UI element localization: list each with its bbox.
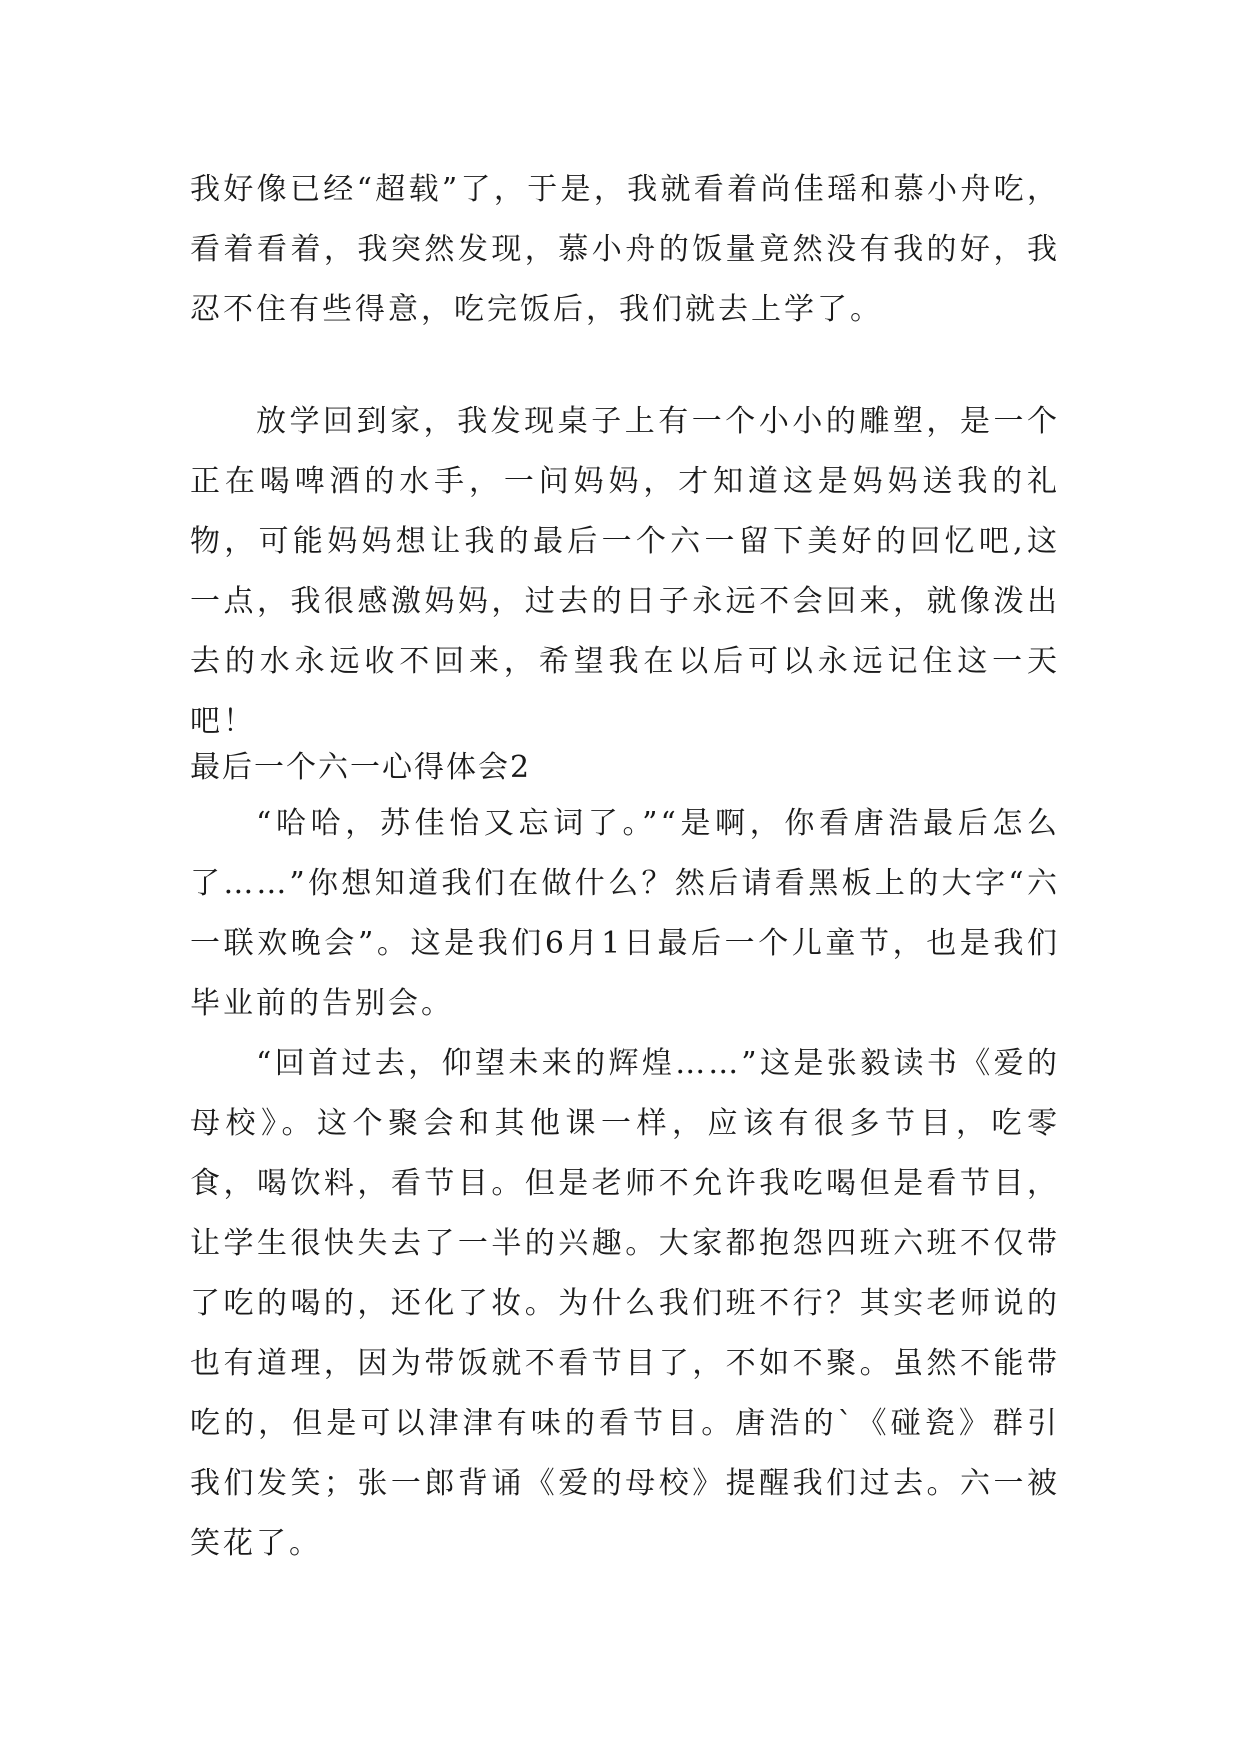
section-body — [190, 794, 1060, 1574]
paragraph-text: “回首过去，仰望未来的辉煌……”这是张毅读书《爱的母校》。这个聚会和其他课一样，应该有很多节目，吃零食，喝饮料，看节目。但是老师不允许我吃喝但是看节目，让学生很快失去了一半的兴趣。大家都抱怨四班六班不仅带了吃的喝的，还化了妆。为什么我们班不行？其实老师说的也有道理，因为带饭就不看节目了，不如不聚。虽然不能带吃的，但是可以津津有味的看节目。唐浩的`《碰瓷》群引我们发笑；张一郎背诵《爱的母校》提醒我们过去。六一被笑花了。 — [190, 1046, 1060, 1561]
paragraph-after-school — [190, 392, 1060, 752]
section-title: 最后一个六一心得体会2 — [190, 750, 532, 785]
paragraph-text: 我好像已经“超载”了，于是，我就看着尚佳瑶和慕小舟吃，看着看着，我突然发现，慕小舟的饭量竟然没有我的好，我忍不住有些得意，吃完饭后，我们就去上学了。 — [190, 172, 1060, 327]
paragraph-text: “哈哈，苏佳怡又忘词了。”“是啊，你看唐浩最后怎么了……”你想知道我们在做什么？然后请看黑板上的大字“六一联欢晚会”。这是我们6月1日最后一个儿童节，也是我们毕业前的告别会。 — [190, 806, 1060, 1021]
paragraph-continued — [190, 160, 1060, 340]
paragraph-text: 放学回到家，我发现桌子上有一个小小的雕塑，是一个正在喝啤酒的水手，一问妈妈，才知道这是妈妈送我的礼物，可能妈妈想让我的最后一个六一留下美好的回忆吧,这一点，我很感激妈妈，过去的日子永远不会回来，就像泼出去的水永远收不回来，希望我在以后可以永远记住这一天吧！ — [190, 404, 1060, 739]
